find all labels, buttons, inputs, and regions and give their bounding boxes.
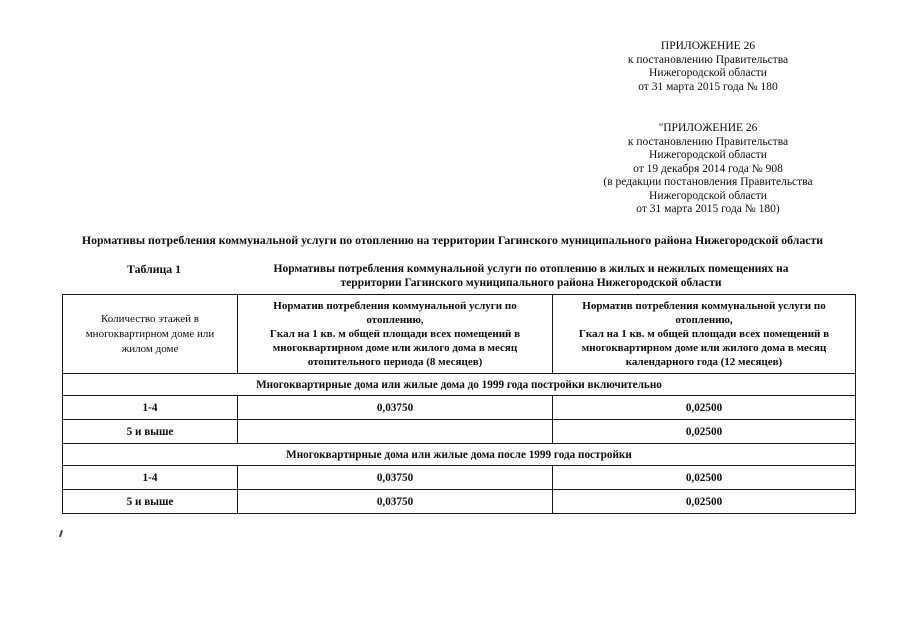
cell-norm8: 0,03750 — [238, 490, 553, 514]
appendix-line: Нижегородской области — [649, 189, 767, 202]
appendix-line: к постановлению Правительства — [627, 135, 789, 148]
document-title: Нормативы потребления коммунальной услуги по отоплению на территории Гагинского муниципального района Нижегородской области — [81, 233, 824, 247]
norms-table — [62, 294, 856, 514]
table-caption: Нормативы потребления коммунальной услуги по отоплению в жилых и нежилых помещениях на территории Гагинского муниципального района Нижегородской области — [273, 263, 789, 289]
cell-norm8 — [238, 420, 553, 444]
column-header-norm-12-months — [553, 295, 856, 374]
section-heading-after-1999: Многоквартирные дома или жилые дома после 1999 года постройки — [63, 444, 856, 466]
column-header-floors-text: Количество этажей в многоквартирном доме или жилом доме — [85, 312, 215, 355]
table-header-row — [63, 295, 856, 374]
cell-floors: 5 и выше — [63, 490, 238, 514]
table-number-label: Таблица 1 — [127, 262, 182, 276]
appendix-line: Нижегородской области — [649, 149, 767, 161]
cell-norm12: 0,02500 — [553, 396, 856, 420]
table-row — [63, 466, 856, 490]
appendix-line: ПРИЛОЖЕНИЕ 26 — [660, 40, 756, 52]
appendix-line: "ПРИЛОЖЕНИЕ 26 — [658, 122, 758, 134]
appendix-line: Нижегородской области — [649, 67, 767, 79]
section-heading-before-1999: Многоквартирные дома или жилые дома до 1999 года постройки включительно — [63, 374, 856, 396]
cell-floors: 1-4 — [63, 396, 238, 420]
column-header-norm12-title: Норматив потребления коммунальной услуги по отоплению, — [582, 300, 826, 326]
cell-floors: 1-4 — [63, 466, 238, 490]
column-header-floors — [63, 295, 238, 374]
scan-artifact-mark — [59, 530, 63, 537]
cell-norm8: 0,03750 — [238, 466, 553, 490]
section-heading-row — [63, 374, 856, 396]
cell-norm12: 0,02500 — [553, 466, 856, 490]
section-heading-row — [63, 444, 856, 466]
appendix-reference-block-2 — [548, 122, 868, 217]
table-row — [63, 490, 856, 514]
cell-floors: 5 и выше — [63, 420, 238, 444]
appendix-line: от 31 марта 2015 года № 180 — [638, 80, 778, 93]
table-caption-row — [62, 262, 855, 290]
cell-norm12: 0,02500 — [553, 490, 856, 514]
column-header-norm-8-months — [238, 295, 553, 374]
column-header-norm8-subtitle: Гкал на 1 кв. м общей площади всех помещений в многоквартирном доме или жилого дома в месяц отопительного периода (8 месяцев) — [269, 328, 521, 368]
cell-norm12: 0,02500 — [553, 420, 856, 444]
appendix-line: (в редакции постановления Правительства — [603, 176, 813, 188]
column-header-norm12-subtitle: Гкал на 1 кв. м общей площади всех помещений в многоквартирном доме или жилого дома в месяц календарного года (12 месяцев) — [578, 328, 830, 368]
appendix-line: от 19 декабря 2014 года № 908 — [633, 162, 783, 175]
column-header-norm8-title: Норматив потребления коммунальной услуги по отоплению, — [273, 300, 517, 326]
table-row — [63, 396, 856, 420]
appendix-line: от 31 марта 2015 года № 180) — [636, 203, 780, 215]
appendix-line: к постановлению Правительства — [627, 53, 789, 66]
table-row — [63, 420, 856, 444]
appendix-reference-block-1 — [548, 40, 868, 94]
cell-norm8: 0,03750 — [238, 396, 553, 420]
